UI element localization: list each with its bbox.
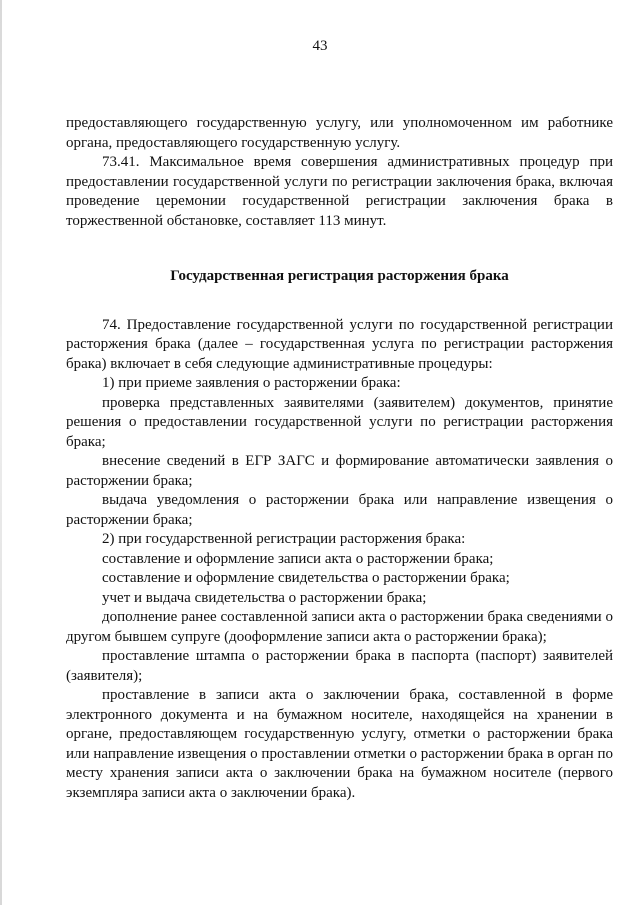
list-item: составление и оформление свидетельства о расторжении брака; [102,570,510,586]
list-item: составление и оформление записи акта о расторжении брака; [102,550,494,567]
list-item: 2) при государственной регистрации расторжения брака: [102,531,466,547]
list-item: выдача уведомления о расторжении брака или направление извещения о расторжении брака; [66,492,613,528]
list-item: проверка представленных заявителями (заявителем) документов, принятие решения о предоставлении государственной услуги по регистрации расторжения брака; [66,394,613,450]
list-item: учет и выдача свидетельства о расторжении брака; [102,589,427,606]
paragraph-73-41: 73.41. Максимальное время совершения административных процедур при предоставлении государственной услуги по регистрации заключения брака, включая проведение церемонии государственной регистрации заключения брака в торжественной обстановке, составляет 113 минут. [66,154,613,229]
section-heading: Государственная регистрация расторжения брака [170,268,509,284]
list-item: внесение сведений в ЕГР ЗАГС и формирование автоматически заявления о расторжении брака; [66,453,613,489]
scan-edge [0,0,2,905]
document-body [66,114,613,803]
page-number: 43 [312,38,328,54]
list-item: дополнение ранее составленной записи акта о расторжении брака сведениями о другом бывшем супруге (дооформление записи акта о расторжении брака); [66,609,613,645]
continuation-paragraph: предоставляющего государственную услугу, или уполномоченном им работнике органа, предоставляющего государственную услугу. [66,115,613,151]
paragraph-74: 74. Предоставление государственной услуги по государственной регистрации расторжения брака (далее – государственная услуга по регистрации расторжения брака) включает в себя следующие административные процедуры: [66,316,613,372]
list-item: проставление в записи акта о заключении брака, составленной в форме электронного документа и на бумажном носителе, находящейся на хранении в органе, предоставляющем государственную услугу, отметки о расторжении брака или направление извещения о проставлении отметки о расторжении брака в орган по месту хранения записи акта о заключении брака на бумажном носителе (первого экземпляра записи акта о заключении брака). [66,687,613,801]
list-item: 1) при приеме заявления о расторжении брака: [102,375,401,391]
list-item: проставление штампа о расторжении брака в паспорта (паспорт) заявителей (заявителя); [66,648,613,684]
